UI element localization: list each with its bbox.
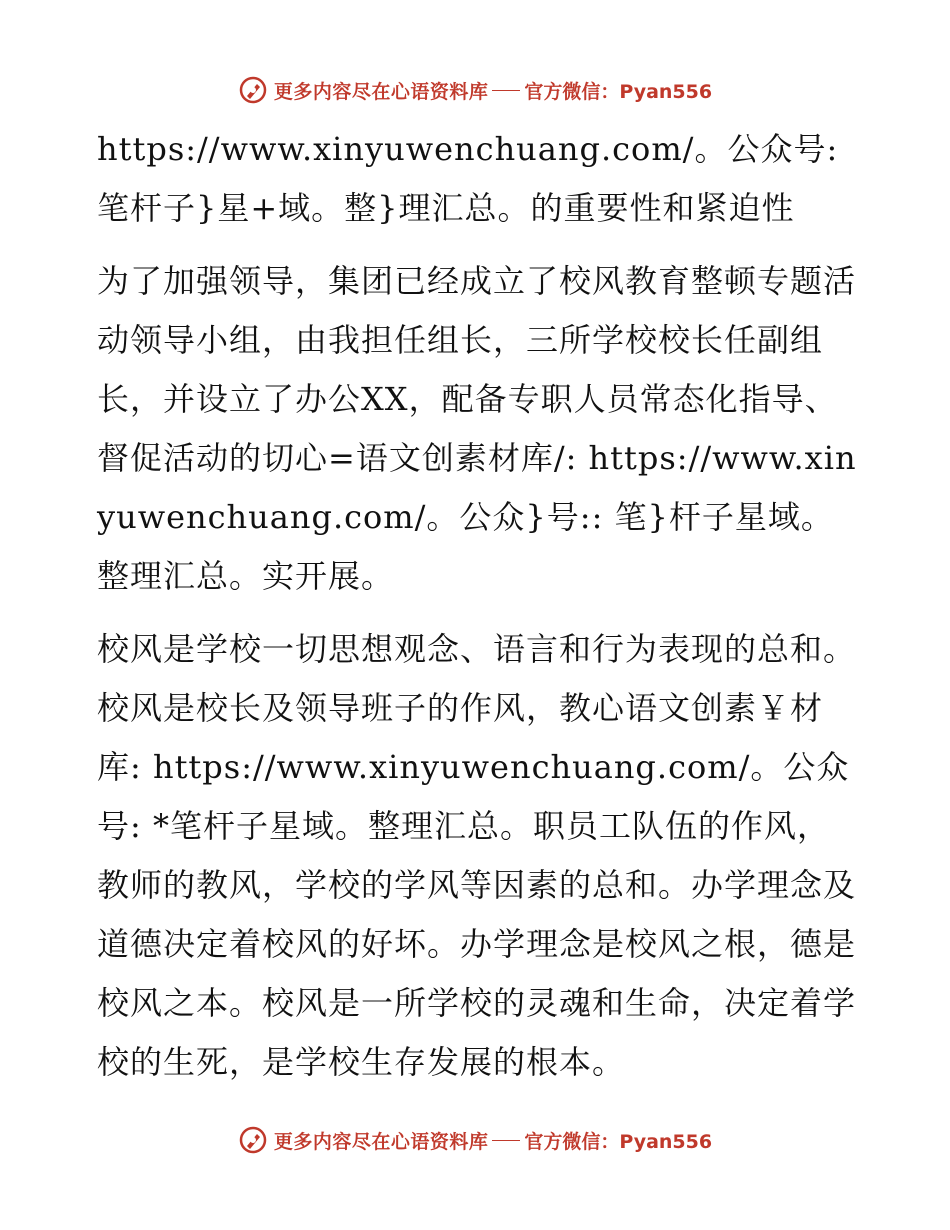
header-banner-text: 更多内容尽在心语资料库 [273, 80, 489, 103]
header-banner [0, 70, 950, 110]
pen-logo-icon [238, 75, 268, 105]
paragraph-2: 为了加强领导，集团已经成立了校风教育整顿专题活动领导小组，由我担任组长，三所学校校长任副组长，并设立了办公XX，配备专职人员常态化指导、督促活动的切心=语文创素材库/: https://www.xinyuwenchuang.com/。公众}号:: 笔}杆子星域。整理汇总。实开展。 [97, 262, 857, 595]
footer-banner-text: 更多内容尽在心语资料库 [273, 1130, 489, 1153]
paragraph-1: https://www.xinyuwenchuang.com/。公众号: 笔杆子}星+域。整}理汇总。的重要性和紧迫性 [97, 130, 839, 227]
header-separator [492, 90, 520, 91]
header-contact: 官方微信：Pyan556 [524, 80, 713, 103]
pen-logo-icon [238, 1125, 268, 1155]
paragraph-3: 校风是学校一切思想观念、语言和行为表现的总和。校风是校长及领导班子的作风，教心语文创素￥材库: https://www.xinyuwenchuang.com/。公众号: *笔杆子星域。整理汇总。职员工队伍的作风，教师的教风，学校的学风等因素的总和。办学理念及道德决定着校风的好坏。办学理念是校风之根，德是校风之本。校风是一所学校的灵魂和生命，决定着学校的生死，是学校生存发展的根本。 [97, 630, 857, 1081]
footer-contact: 官方微信：Pyan556 [524, 1130, 713, 1153]
document-body [97, 120, 859, 1106]
footer-separator [492, 1140, 520, 1141]
footer-banner [0, 1120, 950, 1160]
